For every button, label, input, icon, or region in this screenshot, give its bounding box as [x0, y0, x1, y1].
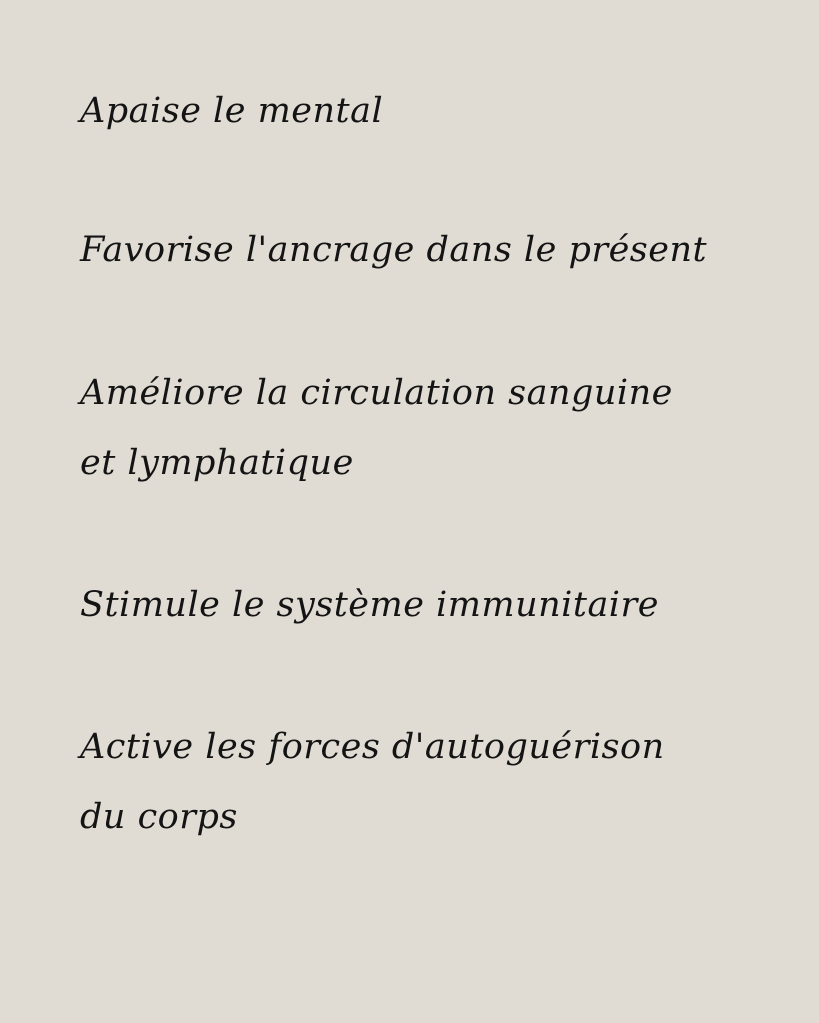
benefit-circulation: Améliore la circulation sanguine et lymphatique	[80, 373, 673, 483]
benefit-grounding-present: Favorise l'ancrage dans le présent	[80, 230, 708, 270]
benefit-immune-system: Stimule le système immunitaire	[80, 585, 659, 625]
benefit-self-healing: Active les forces d'autoguérison du corps	[80, 727, 665, 837]
benefit-calms-mind: Apaise le mental	[80, 91, 384, 131]
